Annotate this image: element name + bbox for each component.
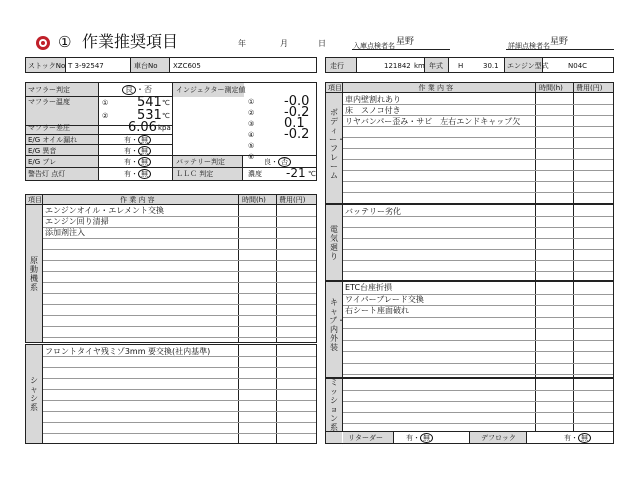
mileage-unit: km (414, 62, 425, 70)
col-item-header: 項目 (328, 84, 342, 92)
injector-value: -0.0 (284, 94, 310, 109)
warning-light-label: 警告灯 点灯 (28, 170, 66, 178)
work-item: バッテリー劣化 (345, 207, 401, 216)
engine-shake-value: 有・ 無 (124, 157, 151, 167)
col-item-header: 項目 (28, 196, 42, 204)
temp2-unit: ℃ (162, 112, 170, 120)
section-label: ボディー・フレーム (329, 107, 345, 180)
engine-label: エンジン型式 (507, 62, 549, 70)
section-label: ミッション系 (330, 378, 338, 432)
work-item: エンジン回り清掃 (45, 217, 109, 226)
injector-num: ② (248, 109, 255, 117)
temp2-num: ② (102, 112, 109, 120)
stock-label: ストックNo (28, 62, 66, 70)
year-era: H (458, 62, 464, 70)
llc-label: ＬＬＣ 判定 (176, 170, 214, 178)
engine-value: N04C (568, 62, 588, 70)
section-label: キャブ・内外装 (329, 298, 345, 352)
injector-value: 0.1 (284, 116, 305, 131)
retarder-value: 有・ 無 (406, 433, 433, 443)
date-year: 年 (238, 39, 246, 48)
mission-table (325, 378, 614, 444)
injector-num: ① (248, 98, 255, 106)
llc-unit: ℃ (308, 170, 316, 178)
detail-inspector-label: 詳細点検者名 (508, 42, 550, 50)
battery-label: バッテリー判定 (176, 158, 225, 166)
muffler-diff-label: マフラー差圧 (28, 124, 70, 132)
injector-num: ③ (248, 120, 255, 128)
injector-num: ⑤ (248, 142, 255, 150)
work-item: リヤバンパー歪み・サビ 左右エンドキャップ欠 (345, 117, 521, 126)
retarder-label: リターダー (348, 434, 383, 442)
date-month: 月 (280, 39, 288, 48)
abnormal-noise-label: E/G 異音 (28, 147, 57, 155)
engine-table (25, 194, 317, 343)
battery-value: 良・ 否 (264, 157, 291, 167)
title-number: ① (58, 33, 72, 51)
work-item: ETC台座折損 (345, 283, 393, 292)
col-content-header: 作 業 内 容 (120, 196, 155, 204)
col-cost-header: 費用(円) (576, 84, 603, 92)
oil-leak-value: 有・ 無 (124, 135, 151, 145)
stock-value: T 3-92547 (68, 62, 104, 70)
injector-value: -0.2 (284, 105, 310, 120)
work-item: 床 スノコ付き (345, 106, 401, 115)
muffler-judge-label: マフラー判定 (28, 86, 70, 94)
engine-shake-label: E/G ブレ (28, 158, 57, 166)
year-value: 30.1 (483, 62, 499, 70)
body-table (325, 82, 614, 204)
col-content-header: 作 業 内 容 (418, 84, 454, 92)
mileage-value: 121842 (384, 62, 411, 70)
temp1-value: 541 (137, 95, 162, 110)
electric-table (325, 204, 614, 281)
work-item: エンジンオイル・エレメント交換 (45, 206, 164, 215)
section-label: シャシ系 (30, 376, 38, 412)
chassis-table (25, 344, 317, 444)
work-item: ワイパーブレード交換 (345, 294, 424, 304)
diff-lock-value: 有・ 無 (564, 433, 591, 443)
mileage-label: 走行 (330, 62, 344, 70)
work-item: 右シート座面破れ (345, 306, 409, 315)
muffler-diff-value: 6.06 (128, 120, 157, 135)
warning-light-value: 有・ 無 (124, 169, 151, 179)
year-label: 年式 (429, 62, 443, 70)
company-logo-icon (36, 36, 50, 50)
temp1-num: ① (102, 99, 109, 107)
muffler-temp-label: マフラー温度 (28, 98, 70, 106)
chassis-value: XZC605 (173, 62, 201, 70)
work-item: フロントタイヤ残ミゾ3mm 要交換(社内基準) (45, 347, 211, 356)
injector-label: インジェクター測定値 (176, 86, 246, 94)
info-row-left (25, 57, 317, 73)
temp1-unit: ℃ (162, 99, 170, 107)
chassis-label: 車台No (134, 62, 158, 70)
abnormal-noise-value: 有・ 無 (124, 146, 151, 156)
injector-num: ④ (248, 131, 255, 139)
temp2-value: 531 (137, 108, 162, 123)
cab-table (325, 281, 614, 378)
receiver-label: 入庫点検者名 (353, 42, 395, 50)
col-cost-header: 費用(円) (279, 196, 306, 204)
date-day: 日 (318, 39, 326, 48)
injector-num: ⑥ (248, 153, 255, 161)
work-item: 車内壁割れあり (345, 95, 401, 104)
work-item: 添加剤注入 (45, 228, 85, 237)
diff-lock-label: デフロック (481, 434, 516, 442)
col-time-header: 時間(h) (242, 196, 266, 204)
llc-value: -21 (286, 166, 306, 180)
oil-leak-label: E/G オイル漏れ (28, 136, 78, 144)
section-label: 電気廻り (330, 224, 338, 261)
page-title: 作業推奨項目 (82, 32, 179, 51)
injector-value: -0.2 (284, 127, 310, 142)
llc-conc-label: 濃度 (248, 170, 262, 178)
section-label: 原動機系 (30, 255, 38, 292)
col-time-header: 時間(h) (539, 84, 563, 92)
info-row-right (325, 57, 614, 73)
muffler-judge-value: 良 ・否 (122, 85, 152, 95)
inspection-box (25, 82, 317, 181)
receiver-name: 星野 (396, 37, 415, 47)
detail-inspector-name: 星野 (550, 37, 569, 47)
muffler-diff-unit: kpa (158, 124, 171, 132)
